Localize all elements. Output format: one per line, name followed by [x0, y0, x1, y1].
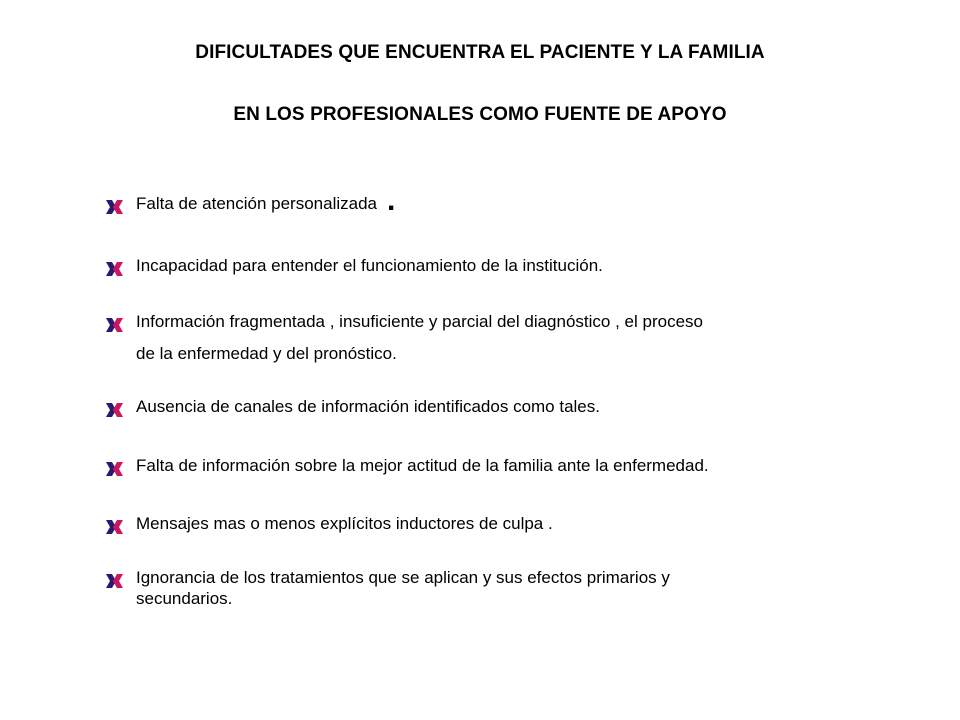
chevron-pair-icon [104, 317, 128, 333]
title-line-1: DIFICULTADES QUE ENCUENTRA EL PACIENTE Y LA FAMILIA [195, 42, 765, 63]
list-item-line-2: de la enfermedad y del pronóstico. [136, 344, 397, 363]
list-item-text: Mensajes mas o menos explícitos inductores de culpa . [136, 514, 553, 533]
list-item-dot: . [387, 184, 396, 217]
chevron-pair-icon [104, 402, 128, 418]
chevron-pair-icon [104, 519, 128, 535]
list-item-text: Incapacidad para entender el funcionamiento de la institución. [136, 256, 603, 275]
list-item-line-1: Información fragmentada , insuficiente y parcial del diagnóstico , el proceso [136, 312, 703, 331]
chevron-pair-icon [104, 461, 128, 477]
list-item-text [136, 567, 884, 609]
list-item-text [136, 184, 884, 218]
list-item-line-2: secundarios. [136, 589, 233, 608]
chevron-pair-icon [104, 261, 128, 277]
chevron-pair-icon [104, 199, 128, 215]
list-item-text: Falta de información sobre la mejor actitud de la familia ante la enfermedad. [136, 456, 709, 475]
list-item-text: Ausencia de canales de información identificados como tales. [136, 397, 600, 416]
list-item-text [136, 308, 884, 368]
list-item-label: Falta de atención personalizada [136, 194, 377, 213]
chevron-pair-icon [104, 573, 128, 589]
list-item-line-1: Ignorancia de los tratamientos que se aplican y sus efectos primarios y [136, 568, 670, 587]
title-line-2: EN LOS PROFESIONALES COMO FUENTE DE APOYO [233, 104, 727, 125]
